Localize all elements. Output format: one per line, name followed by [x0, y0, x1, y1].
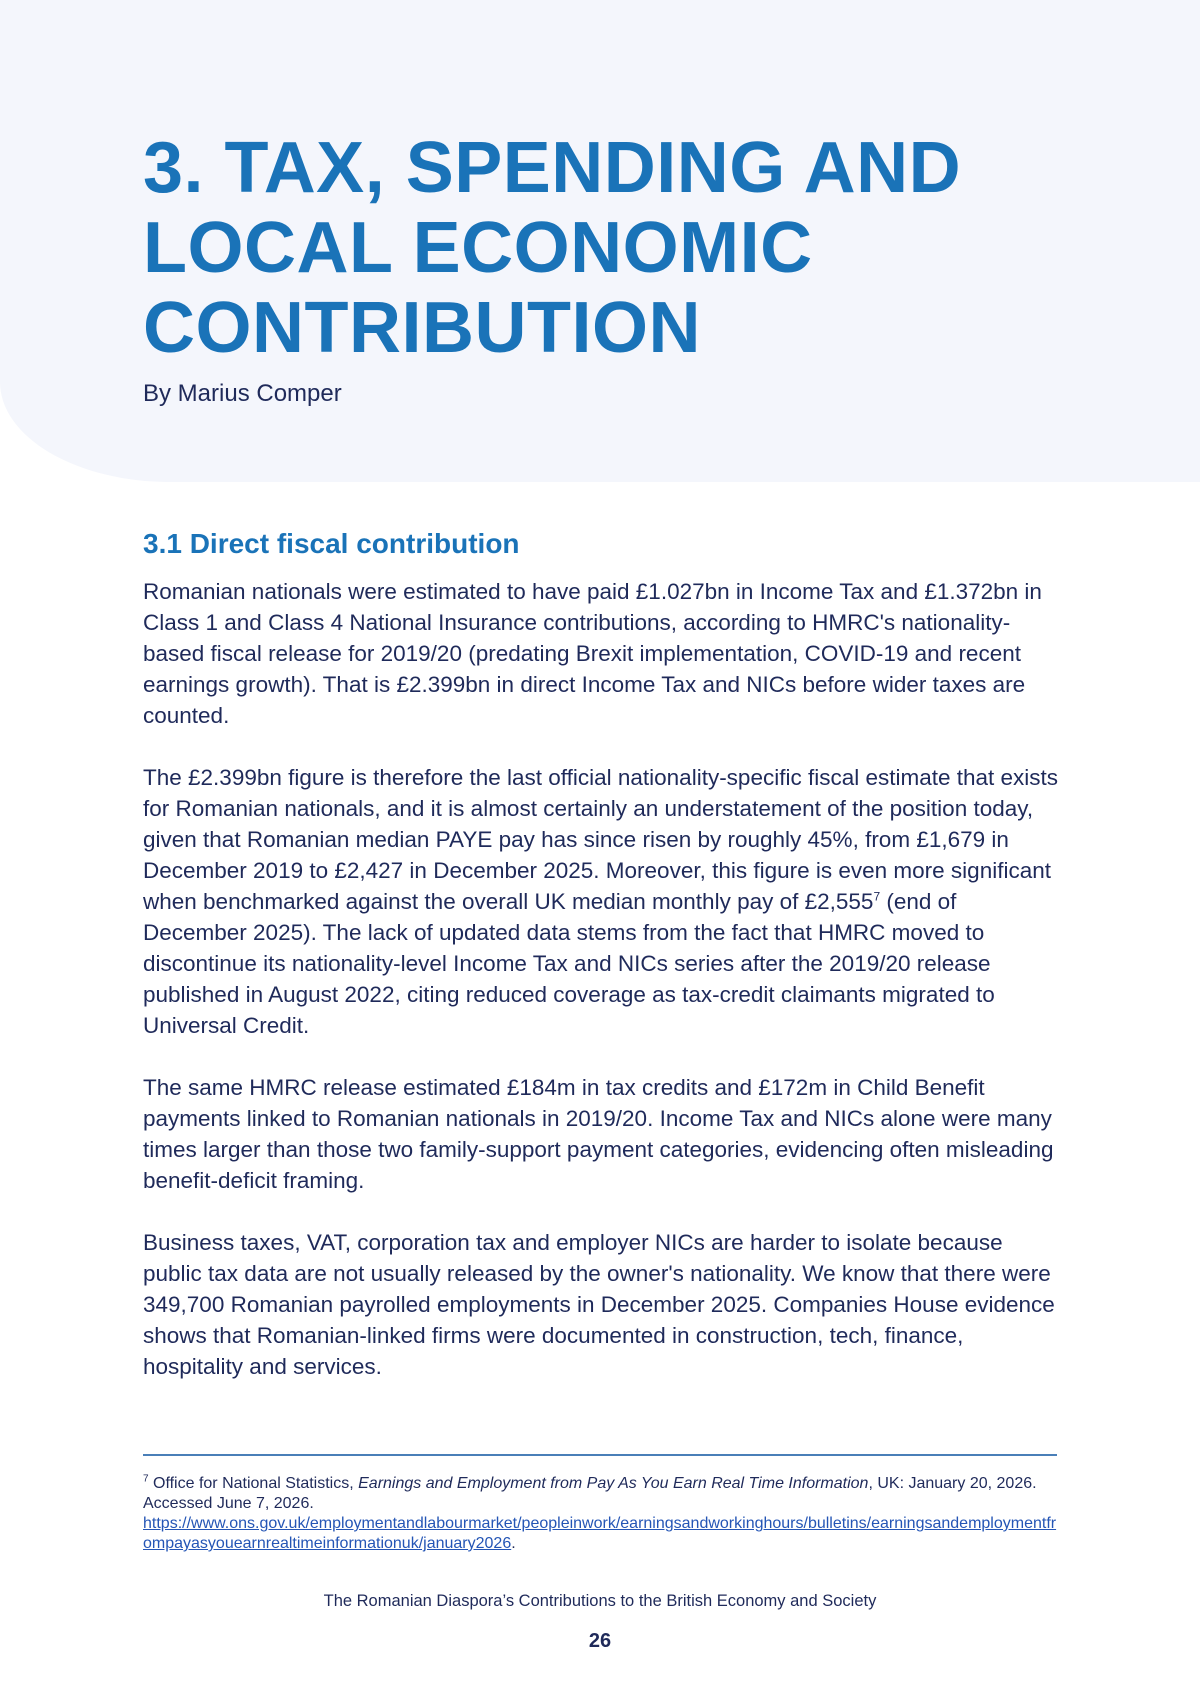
page-number: 26 [588, 1630, 612, 1652]
footnote-marker: 7 [143, 1473, 149, 1485]
running-footer: The Romanian Diaspora’s Contributions to the British Economy and Society [323, 1592, 877, 1610]
footnote-reference[interactable]: 7 [873, 889, 881, 904]
footnote [143, 1474, 1058, 1554]
footnote-link[interactable]: https://www.ons.gov.uk/employmentandlabourmarket/peopleinwork/earningsandworkinghours/bulletins/earningsandemploymentfrompayasyouearnrealtimeinformationuk/january2026 [143, 1515, 1057, 1552]
footnote-source-title: Earnings and Employment from Pay As You Earn Real Time Information [358, 1475, 869, 1492]
paragraph-2 [143, 762, 1063, 1041]
paragraph-3: The same HMRC release estimated £184m in tax credits and £172m in Child Benefit payments linked to Romanian nationals in 2019/20. Income Tax and NICs alone were many times larger than those two family-support payment categories, evidencing often misleading benefit-deficit framing. [143, 1075, 1054, 1193]
body-text [143, 576, 1063, 1413]
footnote-trailing: . [511, 1535, 516, 1552]
paragraph-2-continuation: (end of December 2025). The lack of updated data stems from the fact that HMRC moved to discontinue its nationality-level Income Tax and NICs series after the 2019/20 release published in August 2022, citing reduced coverage as tax-credit claimants migrated to Universal Credit. [143, 889, 995, 1038]
author-byline: By Marius Comper [143, 380, 342, 407]
footnote-source-prefix: Office for National Statistics, [148, 1475, 359, 1492]
section-heading: 3.1 Direct fiscal contribution [143, 528, 520, 559]
paragraph-4: Business taxes, VAT, corporation tax and employer NICs are harder to isolate because public tax data are not usually released by the owner's nationality. We know that there were 349,700 Romanian payrolled employments in December 2025. Companies House evidence shows that Romanian-linked firms were documented in construction, tech, finance, hospitality and services. [143, 1230, 1055, 1379]
paragraph-2-text: The £2.399bn figure is therefore the last official nationality-specific fiscal estimate that exists for Romanian nationals, and it is almost certainly an understatement of the position today, given that Romanian median PAYE pay has since risen by roughly 45%, from £1,679 in December 2019 to £2,427 in December 2025. Moreover, this figure is even more significant when benchmarked against the overall UK median monthly pay of £2,555 [143, 765, 1059, 914]
paragraph-1: Romanian nationals were estimated to have paid £1.027bn in Income Tax and £1.372bn in Class 1 and Class 4 National Insurance contributions, according to HMRC's nationality-based fiscal release for 2019/20 (predating Brexit implementation, COVID-19 and recent earnings growth). That is £2.399bn in direct Income Tax and NICs before wider taxes are counted. [143, 579, 1042, 728]
footnote-divider [143, 1454, 1057, 1456]
chapter-title: 3. TAX, SPENDING AND LOCAL ECONOMIC CONTRIBUTION [143, 128, 962, 368]
footnote-source-suffix: , UK: January 20, 2026. Accessed June 7, 2026. [143, 1475, 1037, 1512]
